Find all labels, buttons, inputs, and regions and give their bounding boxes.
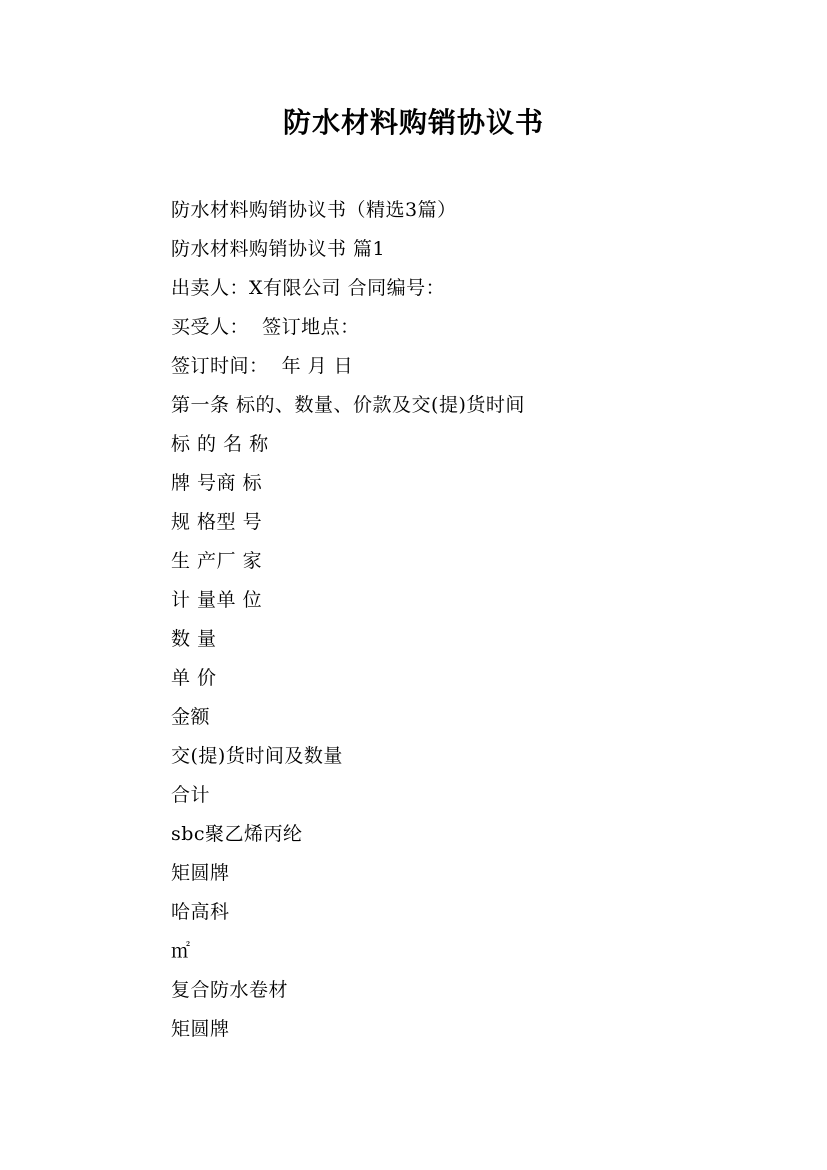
document-body bbox=[171, 191, 771, 1049]
body-line: sbc聚乙烯丙纶 bbox=[171, 823, 303, 845]
body-line: 第一条 标的、数量、价款及交(提)货时间 bbox=[171, 394, 525, 416]
body-line: 防水材料购销协议书（精选3篇） bbox=[171, 199, 457, 221]
body-line: 矩圆牌 bbox=[171, 1018, 230, 1040]
body-line: 牌 号商 标 bbox=[171, 472, 263, 494]
body-line: 标 的 名 称 bbox=[171, 433, 269, 455]
body-line: 生 产厂 家 bbox=[171, 550, 263, 572]
document-title: 防水材料购销协议书 bbox=[282, 106, 544, 139]
body-line: 防水材料购销协议书 篇1 bbox=[171, 238, 386, 260]
body-line: 矩圆牌 bbox=[171, 862, 230, 884]
body-line: 买受人： 签订地点： bbox=[171, 316, 360, 338]
body-line: 单 价 bbox=[171, 667, 217, 689]
body-line: 复合防水卷材 bbox=[171, 979, 289, 1001]
body-line: 交(提)货时间及数量 bbox=[171, 745, 343, 767]
body-line: 哈高科 bbox=[171, 901, 230, 923]
body-line: ㎡ bbox=[171, 940, 191, 962]
body-line: 计 量单 位 bbox=[171, 589, 263, 611]
body-line: 数 量 bbox=[171, 628, 217, 650]
body-line: 规 格型 号 bbox=[171, 511, 263, 533]
body-line: 合计 bbox=[171, 784, 211, 806]
body-line: 出卖人：X有限公司 合同编号： bbox=[171, 277, 446, 299]
body-line: 金额 bbox=[171, 706, 211, 728]
body-line: 签订时间： 年 月 日 bbox=[171, 355, 354, 377]
